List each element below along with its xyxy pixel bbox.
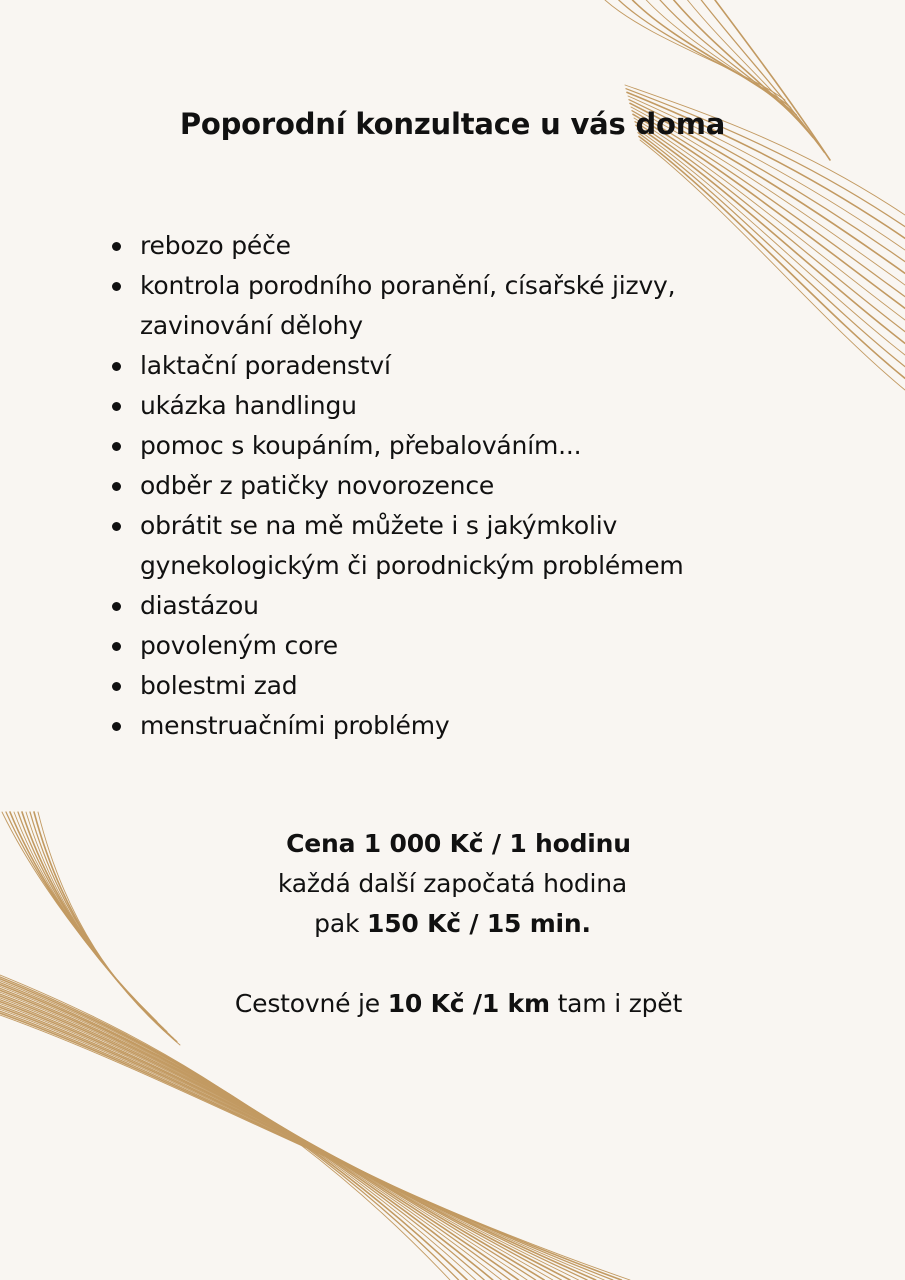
bullet-icon [112, 442, 121, 451]
bullet-icon [112, 402, 121, 411]
list-item [112, 386, 762, 426]
bullet-icon [112, 682, 121, 691]
extra-hour-line: každá další započatá hodina [277, 869, 628, 898]
extra-price-prefix: pak [314, 909, 360, 938]
list-item [112, 466, 762, 506]
list-item-text: kontrola porodního poranění, císařské jizvy, zavinování dělohy [140, 271, 676, 340]
decorative-line [0, 1000, 561, 1280]
decorative-line [0, 985, 493, 1280]
decorative-line [0, 988, 510, 1280]
list-item-text: odběr z patičky novorozence [140, 471, 495, 500]
list-item-text: pomoc s koupáním, přebalováním... [140, 431, 582, 460]
list-item-text: bolestmi zad [140, 671, 298, 700]
list-item [112, 266, 762, 346]
travel-prefix: Cestovné je [234, 989, 380, 1018]
bullet-icon [112, 602, 121, 611]
decorative-line [0, 1005, 587, 1280]
list-item-text: menstruačními problémy [140, 711, 450, 740]
list-item [112, 346, 762, 386]
pricing-section [0, 824, 905, 1024]
bullet-icon [112, 642, 121, 651]
decorative-line [619, 0, 791, 108]
decorative-line [0, 1007, 596, 1280]
decorative-line [0, 990, 519, 1280]
decorative-line [0, 983, 484, 1280]
list-item [112, 426, 762, 466]
decorative-line [0, 1004, 579, 1280]
list-item-text: obrátit se na mě můžete i s jakýmkoliv gynekologickým či porodnickým problémem [140, 511, 684, 580]
travel-price: 10 Kč /1 km [387, 989, 550, 1018]
list-item [112, 666, 762, 706]
bullet-icon [112, 362, 121, 371]
list-item [112, 506, 762, 586]
services-list [112, 226, 762, 746]
decorative-line [0, 994, 536, 1280]
decorative-line [0, 1009, 604, 1280]
price-main [0, 824, 905, 864]
list-item [112, 706, 762, 746]
bullet-icon [112, 482, 121, 491]
decorative-line [0, 1015, 630, 1280]
list-item [112, 226, 762, 266]
travel-suffix: tam i zpět [557, 989, 683, 1018]
decorative-line [0, 986, 501, 1280]
list-item-text: laktační poradenství [140, 351, 391, 380]
list-item-text: ukázka handlingu [140, 391, 357, 420]
travel-cost-line [0, 984, 905, 1024]
page-title: Poporodní konzultace u vás doma [179, 107, 726, 141]
decorative-line [0, 998, 553, 1280]
decorative-line [0, 1011, 613, 1280]
decorative-line [0, 1013, 621, 1280]
bullet-icon [112, 282, 121, 291]
decorative-line [605, 0, 785, 100]
bullet-icon [112, 722, 121, 731]
decorative-line [0, 996, 544, 1280]
list-item [112, 626, 762, 666]
list-item-text: povoleným core [140, 631, 338, 660]
decorative-line [633, 0, 797, 115]
decorative-line [0, 981, 476, 1280]
decorative-line [0, 1002, 570, 1280]
bullet-icon [112, 242, 121, 251]
list-item-text: rebozo péče [140, 231, 291, 260]
list-item [112, 586, 762, 626]
extra-price-line [0, 904, 905, 944]
bullet-icon [112, 522, 121, 531]
price-main-text: Cena 1 000 Kč / 1 hodinu [286, 829, 631, 858]
list-item-text: diastázou [140, 591, 259, 620]
extra-price: 150 Kč / 15 min. [367, 909, 591, 938]
decorative-line [0, 992, 527, 1280]
